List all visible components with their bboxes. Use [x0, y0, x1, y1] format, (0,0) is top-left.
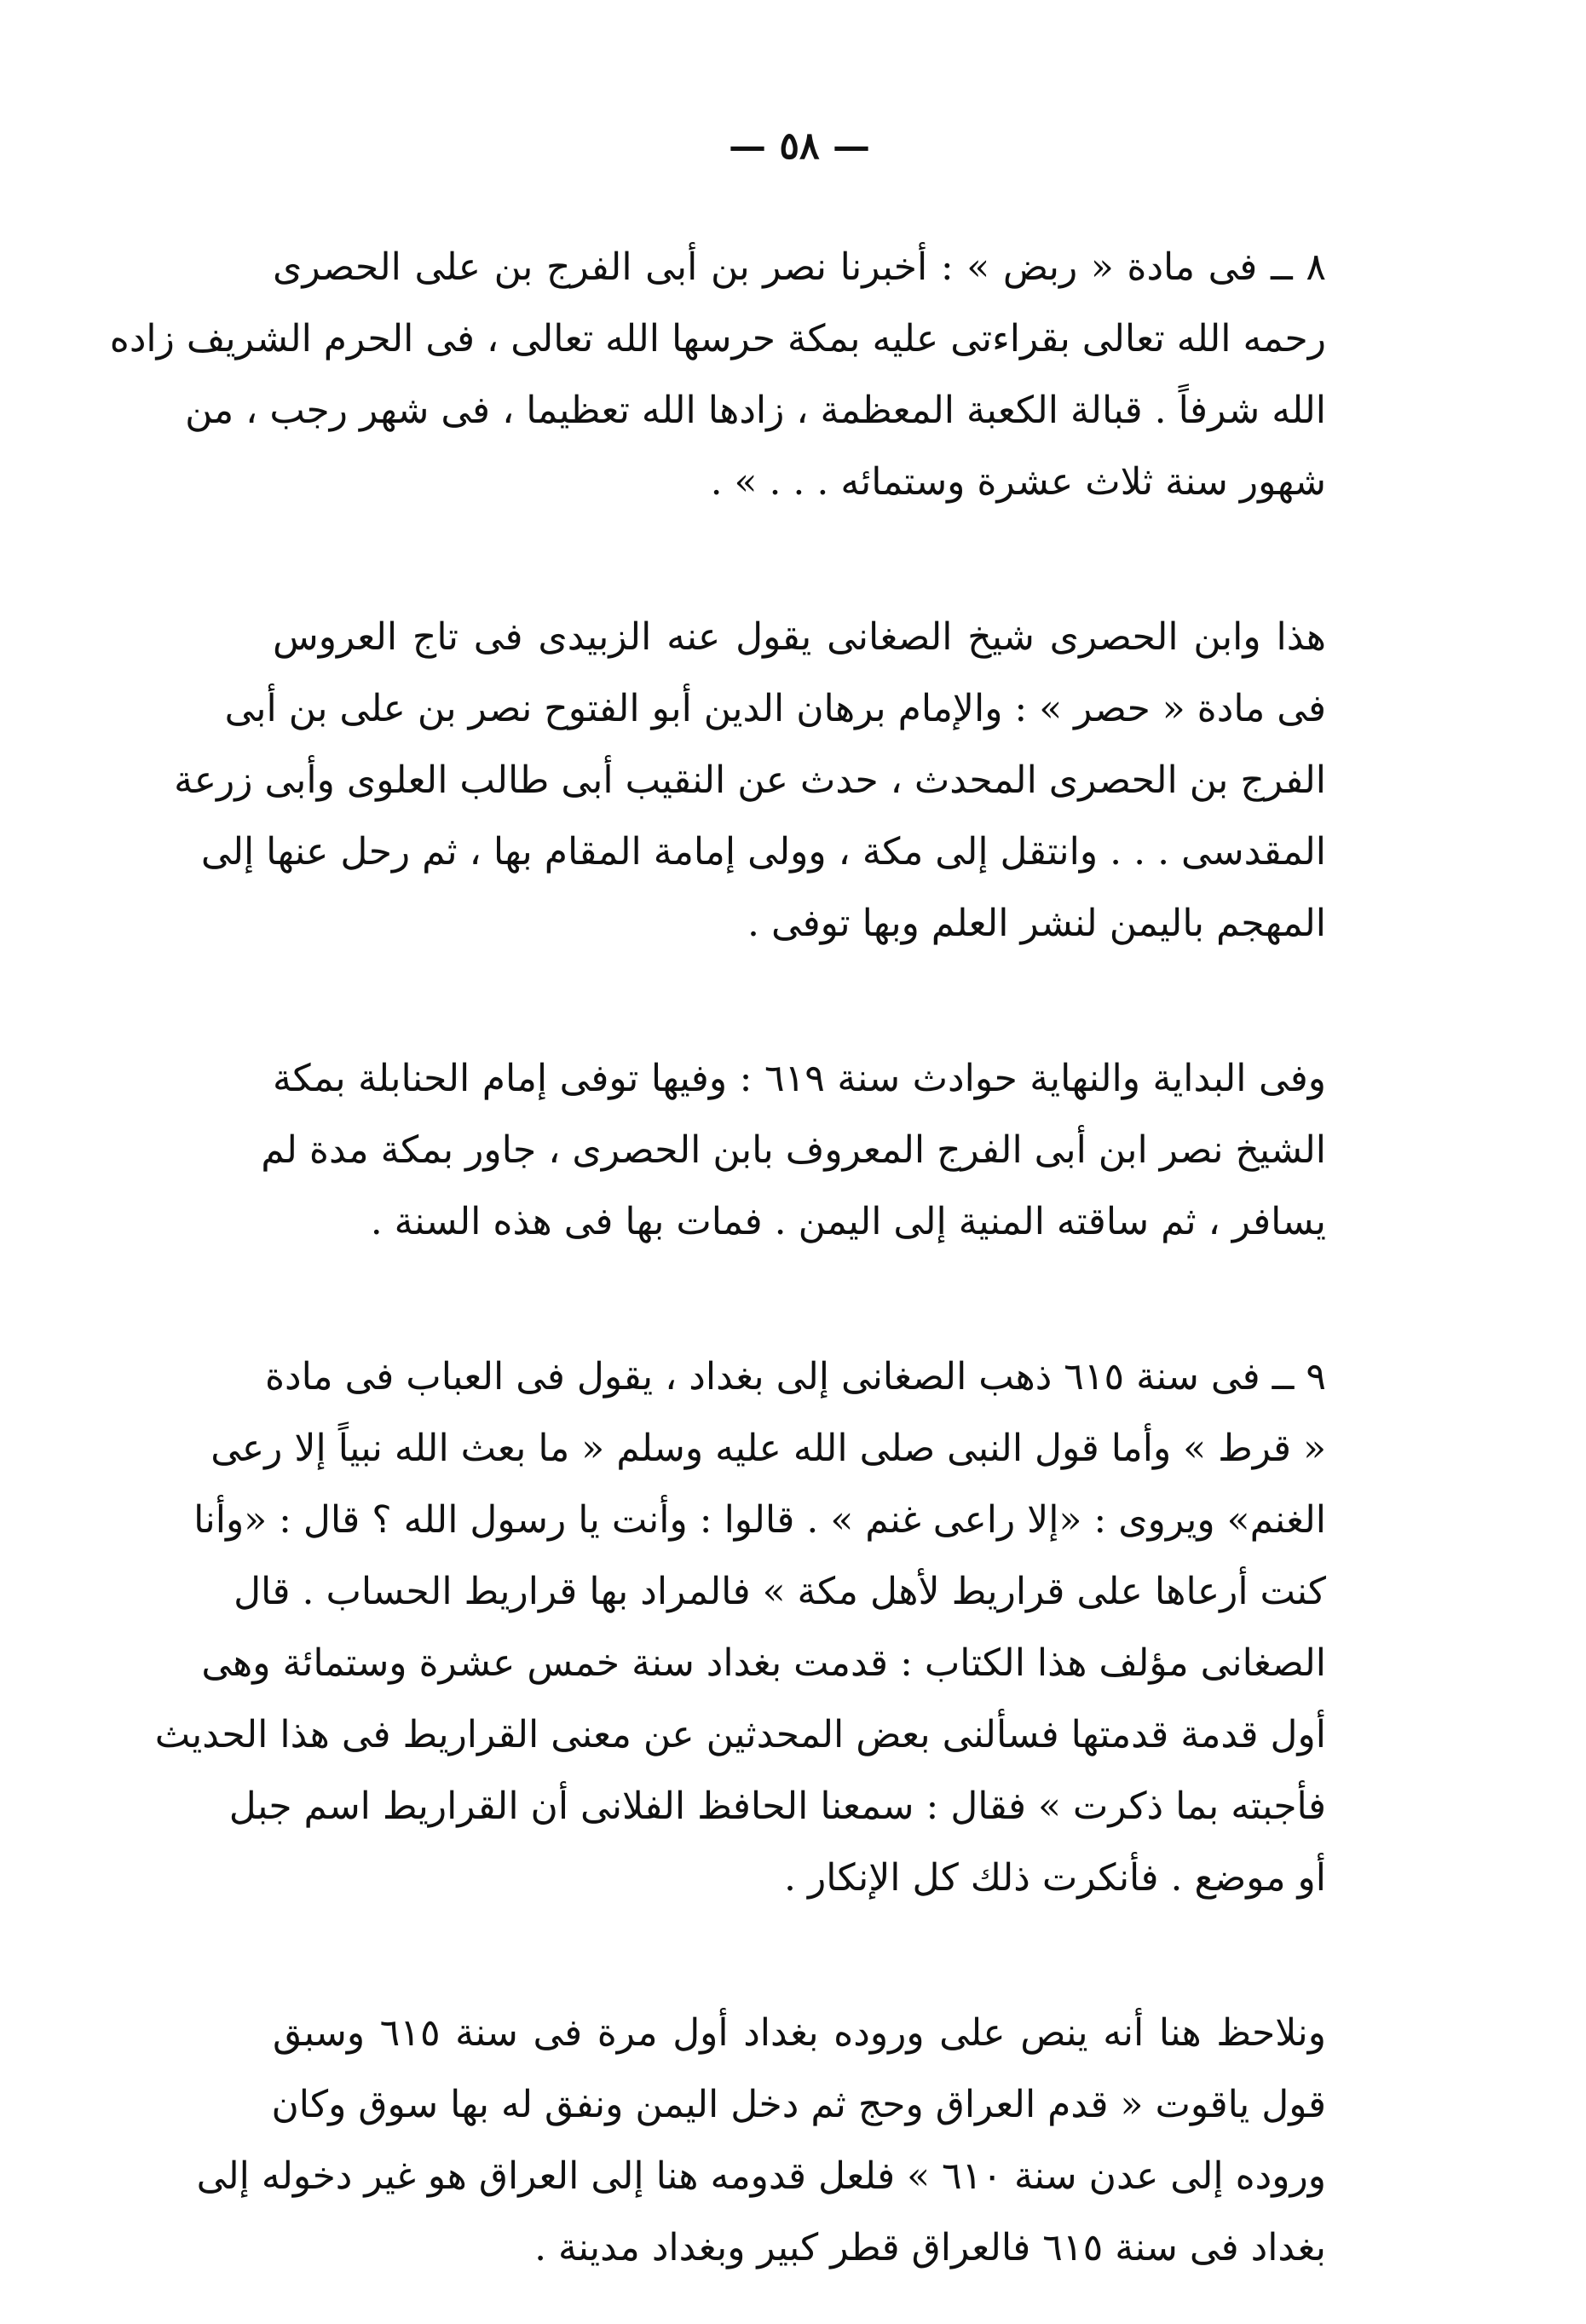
paragraph-5: [196, 1998, 1326, 2284]
text-line: فى مادة « حصر » : والإمام برهان الدين أبو الفتوح نصر بن على بن أبى: [224, 687, 1326, 730]
text-line: الفرج بن الحصرى المحدث ، حدث عن النقيب أبى طالب العلوى وأبى زرعة: [174, 758, 1326, 802]
text-line: الشيخ نصر ابن أبى الفرج المعروف بابن الحصرى ، جاور بمكة مدة لم: [261, 1128, 1326, 1172]
text-line: المهجم باليمن لنشر العلم وبها توفى .: [747, 902, 1326, 945]
paragraph-1: [109, 232, 1326, 518]
text-line: الصغانى مؤلف هذا الكتاب : قدمت بغداد سنة خمس عشرة وستمائة وهى: [201, 1641, 1326, 1685]
text-line: هذا وابن الحصرى شيخ الصغانى يقول عنه الزبيدى فى تاج العروس: [273, 615, 1326, 659]
paragraph-4: [154, 1341, 1326, 1914]
text-line: أول قدمة قدمتها فسألنى بعض المحدثين عن معنى القراريط فى هذا الحديث: [154, 1713, 1326, 1756]
text-line: « قرط » وأما قول النبى صلى الله عليه وسلم « ما بعث الله نبياً إلا رعى: [211, 1427, 1326, 1470]
text-line: ٨ ــ فى مادة « ربض » : أخبرنا نصر بن أبى الفرج بن على الحصرى: [273, 245, 1326, 289]
paragraph-2: [174, 602, 1326, 960]
text-line: وروده إلى عدن سنة ٦١٠ » فلعل قدومه هنا إلى العراق هو غير دخوله إلى: [196, 2154, 1326, 2198]
text-line: المقدسى . . . وانتقل إلى مكة ، وولى إمامة المقام بها ، ثم رحل عنها إلى: [200, 830, 1326, 874]
text-line: قول ياقوت « قدم العراق وحج ثم دخل اليمن ونفق له بها سوق وكان: [271, 2083, 1326, 2126]
text-line: الغنم» ويروى : «إلا راعى غنم » . قالوا : وأنت يا رسول الله ؟ قال : «وأنا: [193, 1498, 1326, 1542]
page-number: — ٥٨ —: [729, 124, 870, 168]
text-line: يسافر ، ثم ساقته المنية إلى اليمن . فمات بها فى هذه السنة .: [370, 1200, 1326, 1243]
text-line: ونلاحظ هنا أنه ينص على وروده بغداد أول مرة فى سنة ٦١٥ وسبق: [273, 2011, 1326, 2055]
text-line: بغداد فى سنة ٦١٥ فالعراق قطر كبير وبغداد مدينة .: [534, 2226, 1326, 2269]
text-line: شهور سنة ثلاث عشرة وستمائه . . . » .: [710, 460, 1326, 504]
text-line: كنت أرعاها على قراريط لأهل مكة » فالمراد بها قراريط الحساب . قال: [234, 1570, 1326, 1613]
text-line: أو موضع . فأنكرت ذلك كل الإنكار .: [784, 1856, 1326, 1900]
text-line: فأجبته بما ذكرت » فقال : سمعنا الحافظ الفلانى أن القراريط اسم جبل: [228, 1785, 1326, 1828]
text-line: وفى البداية والنهاية حوادث سنة ٦١٩ : وفيها توفى إمام الحنابلة بمكة: [273, 1057, 1326, 1100]
text-line: الله شرفاً . قبالة الكعبة المعظمة ، زادها الله تعظيما ، فى شهر رجب ، من: [185, 389, 1326, 432]
text-line: رحمه الله تعالى بقراءتى عليه بمكة حرسها الله تعالى ، فى الحرم الشريف زاده: [109, 317, 1326, 360]
text-line: ٩ ــ فى سنة ٦١٥ ذهب الصغانى إلى بغداد ، يقول فى العباب فى مادة: [264, 1355, 1326, 1398]
paragraph-3: [261, 1043, 1326, 1258]
